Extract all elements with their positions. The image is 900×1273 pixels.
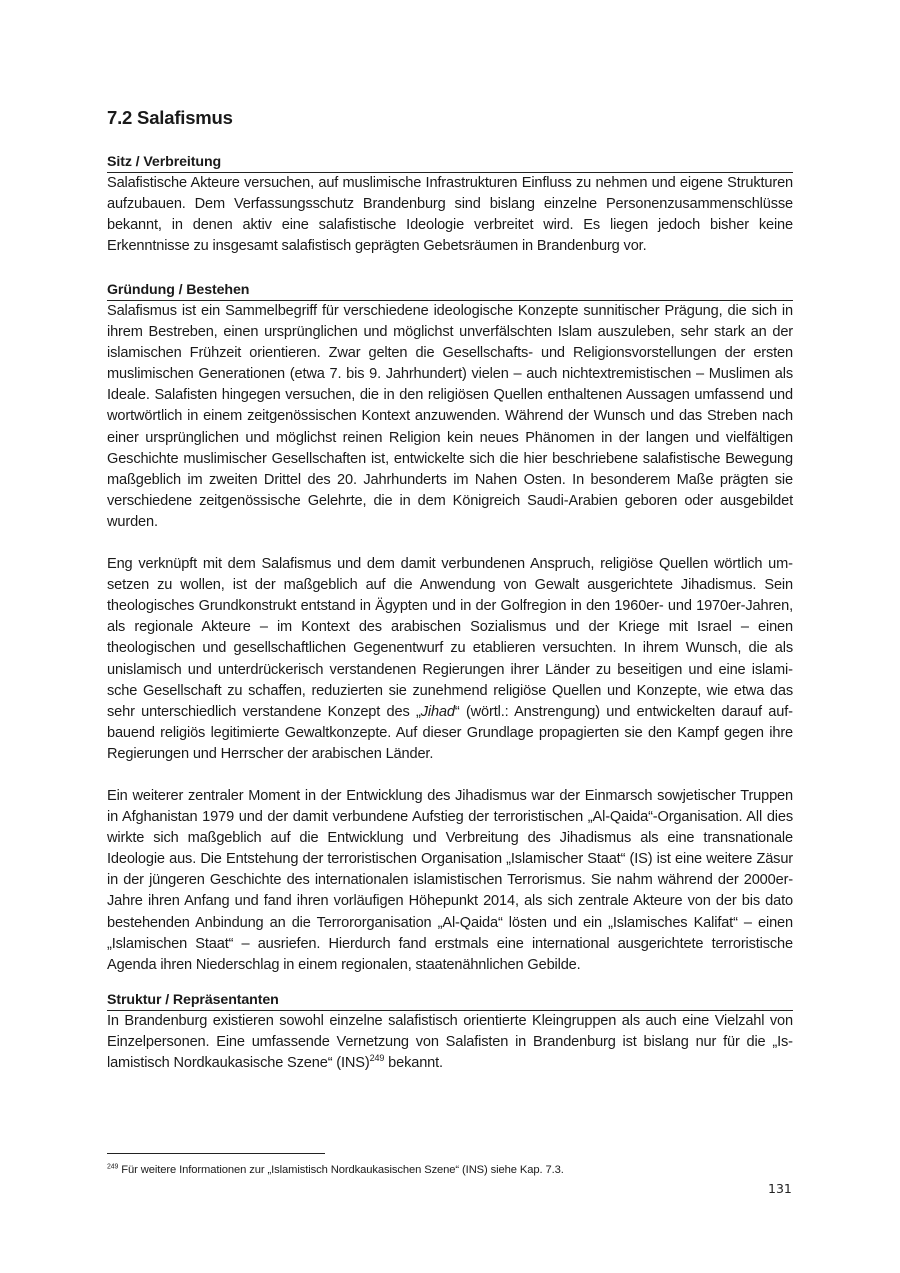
paragraph: Ein weiterer zentraler Moment in der Entwicklung des Jihadismus war der Einmarsch sowjetischer Truppen in Afghanistan 1979 und der damit verbundene Aufstieg der terroristischen „Al-Qaida“-Organisation. All dies wirkte sich maßgeblich auf die Entwicklung und Verbreitung des Jihadismus als eine transnationale Ideologie aus. Die Entstehung der terroristischen Organisation „Islamischer Staat“ (IS) ist eine weitere Zäsur in der jüngeren Geschichte des internationalen islamistischen Terrorismus. Sie nahm während der 2000er-Jahre ihren Anfang und fand ihren vorläufigen Höhepunkt 2014, als sich zentrale Akteure von der bis dato bestehenden Anbindung an die Terrororganisation „Al-Qaida“ lösten und ein „Islamisches Kalifat“ – einen „Islamischen Staat“ – ausriefen. Hierdurch fand erstmals eine international ausgerichtete terroristische Agenda ihren Niederschlag in einem regionalen, staatenähnlichen Gebilde.: [107, 787, 793, 973]
paragraph: [107, 1011, 793, 1074]
section-sitz-verbreitung: [107, 152, 793, 257]
footnote-divider: [107, 1153, 325, 1154]
paragraph: Salafismus ist ein Sammelbegriff für verschiedene ideologische Konzepte sunnitischer Prägung, die sich in ihrem Bestreben, einen ursprünglichen und möglichst unverfälschten Islam auszuleben, sehr stark an der islamischen Frühzeit orientieren. Zwar gelten die Gesellschafts- und Religionsvorstellungen der ersten muslimischen Generationen (etwa 7. bis 9. Jahrhundert) vielen – auch nichtextremistischen – Muslimen als Ideale. Salafisten hingegen versuchen, die in den religiösen Quellen enthaltenen Aussagen umfassend und wortwörtlich in einem zeitgenössischen Kontext anzuwenden. Während der Wunsch und das Streben nach einer ursprünglichen und möglichst reinen Religion kein neues Phänomen in der langen und vielfältigen Geschichte muslimischer Gesellschaften ist, entwickelte sich die hier beschriebene salafistische Bewegung maßgeblich im zweiten Drittel des 20. Jahrhunderts im Nahen Osten. In besonderem Maße prägten sie verschiedene zeitgenössische Gelehrte, die in dem Königreich Saudi-Arabien geboren oder ausgebildet wurden.: [107, 303, 793, 530]
footnote: [107, 1163, 564, 1177]
paragraph: Eng verknüpft mit dem Salafismus und dem damit verbundenen Anspruch, religiöse Quellen wörtlich umsetzen zu wollen, ist der maßgeblich auf die Anwendung von Gewalt ausgerichtete Jihadismus. Sein theologisches Grundkonstrukt entstand in Ägypten und in der Golfregion in den 1960er- und 1970er-Jahren, als regionale Akteure – im Kontext des arabischen Sozialismus und der Kriege mit Israel – einen theologischen und gesellschaftlichen Gegenentwurf zu etablieren versuchten. In ihrem Wunsch, die als unislamisch und unterdrückerisch verstandenen Regierungen ihrer Länder zu beseitigen und eine islamische Gesellschaft zu schaffen, reduzierten sie zunehmend religiöse Quellen und Konzepte, wie etwa das sehr unterschiedlich verstandene Konzept des „Jihad“ (wörtl.: Anstrengung) und entwickelten darauf aufbauend religiös legitimierte Gewaltkonzepte. Auf dieser Grundlage propagierten sie den Kampf gegen ihre Regierungen und Herrscher der arabischen Länder.: [107, 556, 793, 762]
section-heading: Sitz / Verbreitung: [107, 152, 793, 173]
section-heading: Struktur / Repräsentanten: [107, 990, 793, 1011]
section-heading: Gründung / Bestehen: [107, 280, 793, 301]
chapter-title: 7.2 Salafismus: [107, 107, 233, 128]
section-struktur-repraesentanten: [107, 990, 793, 1074]
paragraph: Salafistische Akteure versuchen, auf muslimische Infrastrukturen Einfluss zu nehmen und eigene Strukturen aufzubauen. Dem Verfassungsschutz Brandenburg sind bislang einzelne Personenzusammenschlüsse bekannt, in denen aktiv eine salafistische Ideologie verbreitet wird. Es liegen jedoch bisher keine Erkenntnisse zu insgesamt salafistisch geprägten Gebetsräumen in Brandenburg vor.: [107, 175, 793, 255]
paragraph-text-end: bekannt.: [384, 1055, 443, 1072]
jihad-term: Jihad: [420, 703, 455, 720]
footnote-number: 249: [107, 1163, 119, 1171]
paragraph-text: In Brandenburg existieren sowohl einzelne salafistisch orientierte Kleingruppen als auch eine Vielzahl von Einzelpersonen. Eine umfassende Vernetzung von Salafisten in Brandenburg ist bislang nur für die „Islamistisch Nordkaukasische Szene“ (INS): [107, 1013, 793, 1072]
section-gruendung-bestehen: [107, 280, 793, 976]
page-number: 131: [768, 1181, 792, 1196]
footnote-text: Für weitere Informationen zur „Islamistisch Nordkaukasischen Szene“ (INS) siehe Kap. 7.3.: [118, 1164, 564, 1176]
footnote-reference[interactable]: 249: [369, 1053, 385, 1064]
